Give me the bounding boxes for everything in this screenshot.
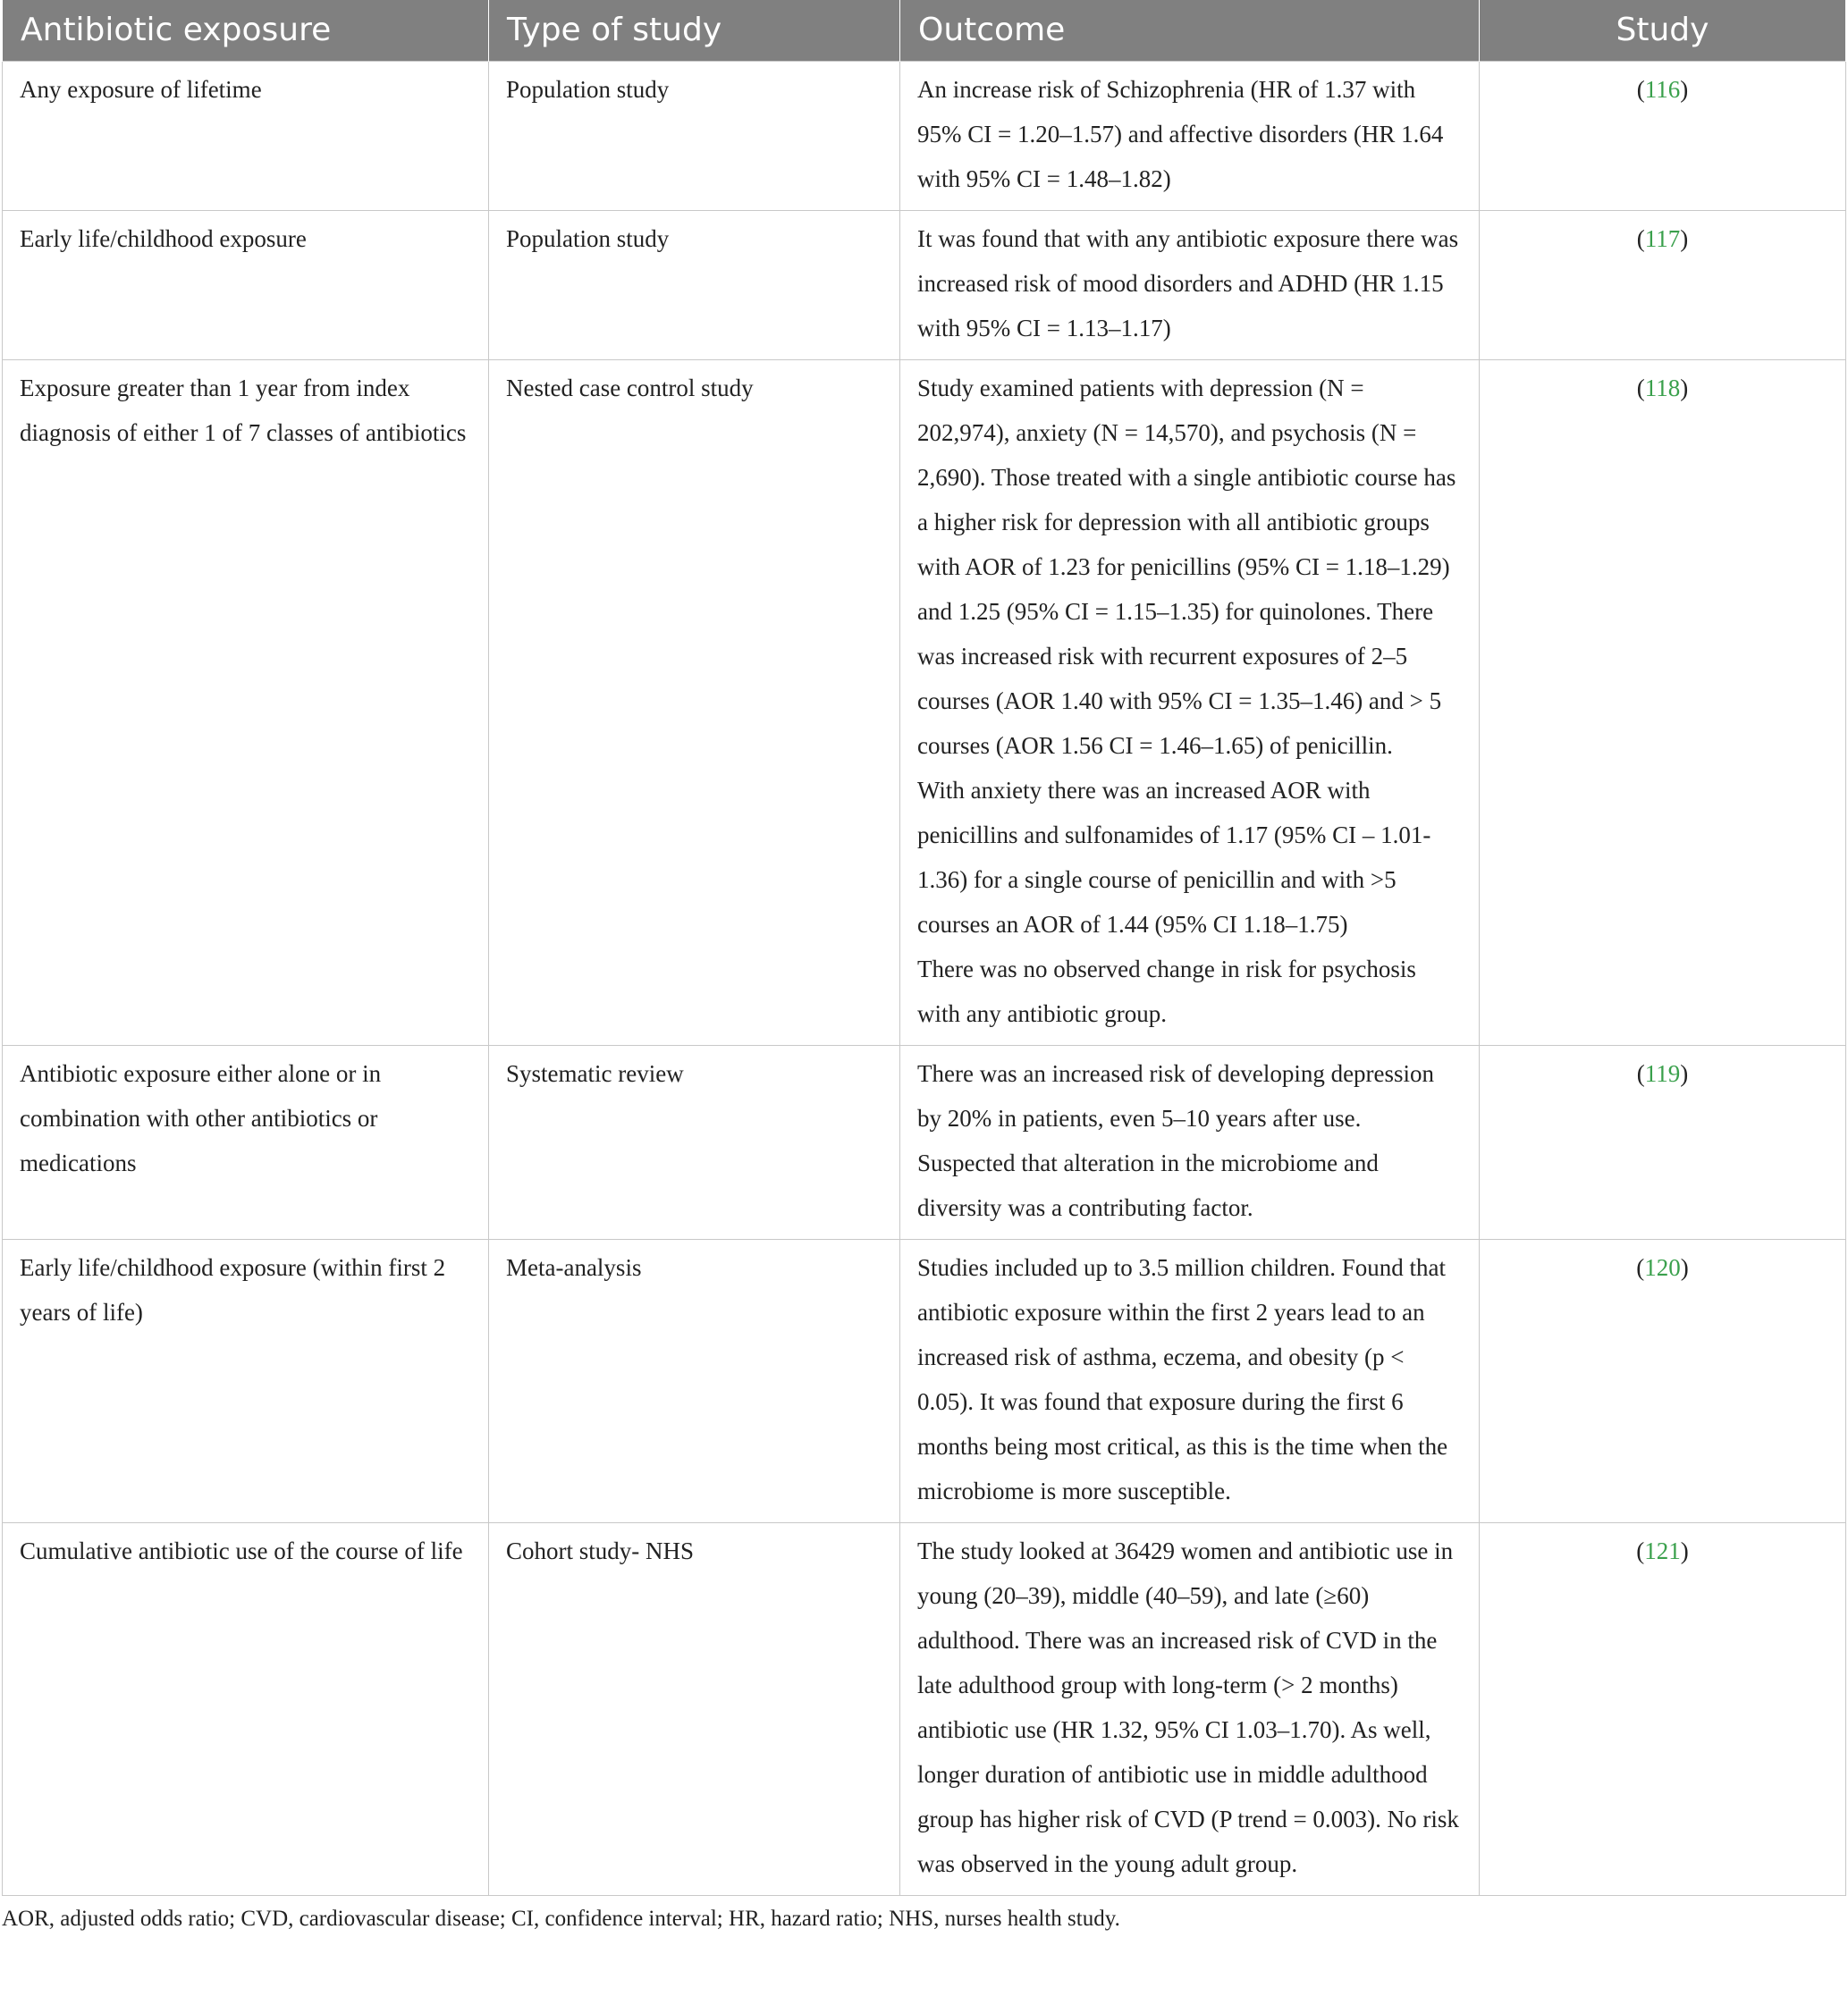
study-type-cell: Systematic review <box>489 1045 900 1239</box>
header-row <box>3 0 1846 61</box>
table-body <box>3 61 1846 1895</box>
exposure-cell: Any exposure of lifetime <box>3 61 489 210</box>
reference-link[interactable]: 119 <box>1644 1059 1681 1087</box>
reference-link[interactable]: 118 <box>1644 374 1681 401</box>
table-row <box>3 359 1846 1045</box>
exposure-cell: Early life/childhood exposure <box>3 210 489 359</box>
header-study: Study <box>1480 0 1846 61</box>
reference-link[interactable]: 121 <box>1644 1537 1681 1564</box>
header-antibiotic-exposure: Antibiotic exposure <box>3 0 489 61</box>
reference-cell: (118) <box>1480 359 1846 1045</box>
header-outcome: Outcome <box>900 0 1480 61</box>
outcome-cell: Studies included up to 3.5 million children. Found that antibiotic exposure within the first 2 years lead to an increased risk of asthma, eczema, and obesity (p < 0.05). It was found that exposure during the first 6 months being most critical, as this is the time when the microbiome is more susceptible. <box>900 1239 1480 1522</box>
table-row <box>3 1239 1846 1522</box>
study-type-cell: Population study <box>489 210 900 359</box>
reference-link[interactable]: 120 <box>1644 1253 1681 1281</box>
study-type-cell: Nested case control study <box>489 359 900 1045</box>
reference-cell: (121) <box>1480 1522 1846 1895</box>
outcome-cell: It was found that with any antibiotic exposure there was increased risk of mood disorders and ADHD (HR 1.15 with 95% CI = 1.13–1.17) <box>900 210 1480 359</box>
study-type-cell: Cohort study- NHS <box>489 1522 900 1895</box>
outcome-cell: Study examined patients with depression (N = 202,974), anxiety (N = 14,570), and psychosis (N = 2,690). Those treated with a single antibiotic course has a higher risk for depression with all antibiotic groups with AOR of 1.23 for penicillins (95% CI = 1.18–1.29) and 1.25 (95% CI = 1.15–1.35) for quinolones. There was increased risk with recurrent exposures of 2–5 courses (AOR 1.40 with 95% CI = 1.35–1.46) and > 5 courses (AOR 1.56 CI = 1.46–1.65) of penicillin. With anxiety there was an increased AOR with penicillins and sulfonamides of 1.17 (95% CI – 1.01-1.36) for a single course of penicillin and with >5 courses an AOR of 1.44 (95% CI 1.18–1.75) There was no observed change in risk for psychosis with any antibiotic group. <box>900 359 1480 1045</box>
study-type-cell: Population study <box>489 61 900 210</box>
study-type-cell: Meta-analysis <box>489 1239 900 1522</box>
table-footnote: AOR, adjusted odds ratio; CVD, cardiovascular disease; CI, confidence interval; HR, hazard ratio; NHS, nurses health study. <box>2 1906 1120 1931</box>
antibiotic-studies-table <box>2 0 1846 1896</box>
header-type-of-study: Type of study <box>489 0 900 61</box>
outcome-cell: There was an increased risk of developing depression by 20% in patients, even 5–10 years after use. Suspected that alteration in the microbiome and diversity was a contributing factor. <box>900 1045 1480 1239</box>
reference-cell: (120) <box>1480 1239 1846 1522</box>
reference-link[interactable]: 116 <box>1644 75 1681 103</box>
table-row <box>3 1045 1846 1239</box>
outcome-cell: An increase risk of Schizophrenia (HR of 1.37 with 95% CI = 1.20–1.57) and affective disorders (HR 1.64 with 95% CI = 1.48–1.82) <box>900 61 1480 210</box>
exposure-cell: Cumulative antibiotic use of the course of life <box>3 1522 489 1895</box>
exposure-cell: Exposure greater than 1 year from index diagnosis of either 1 of 7 classes of antibiotics <box>3 359 489 1045</box>
table-row <box>3 1522 1846 1895</box>
reference-link[interactable]: 117 <box>1644 224 1681 252</box>
reference-cell: (116) <box>1480 61 1846 210</box>
exposure-cell: Antibiotic exposure either alone or in combination with other antibiotics or medications <box>3 1045 489 1239</box>
table-header <box>3 0 1846 61</box>
table-row <box>3 61 1846 210</box>
reference-cell: (119) <box>1480 1045 1846 1239</box>
exposure-cell: Early life/childhood exposure (within first 2 years of life) <box>3 1239 489 1522</box>
reference-cell: (117) <box>1480 210 1846 359</box>
table-row <box>3 210 1846 359</box>
outcome-cell: The study looked at 36429 women and antibiotic use in young (20–39), middle (40–59), and late (≥60) adulthood. There was an increased risk of CVD in the late adulthood group with long-term (> 2 months) antibiotic use (HR 1.32, 95% CI 1.03–1.70). As well, longer duration of antibiotic use in middle adulthood group has higher risk of CVD (P trend = 0.003). No risk was observed in the young adult group. <box>900 1522 1480 1895</box>
